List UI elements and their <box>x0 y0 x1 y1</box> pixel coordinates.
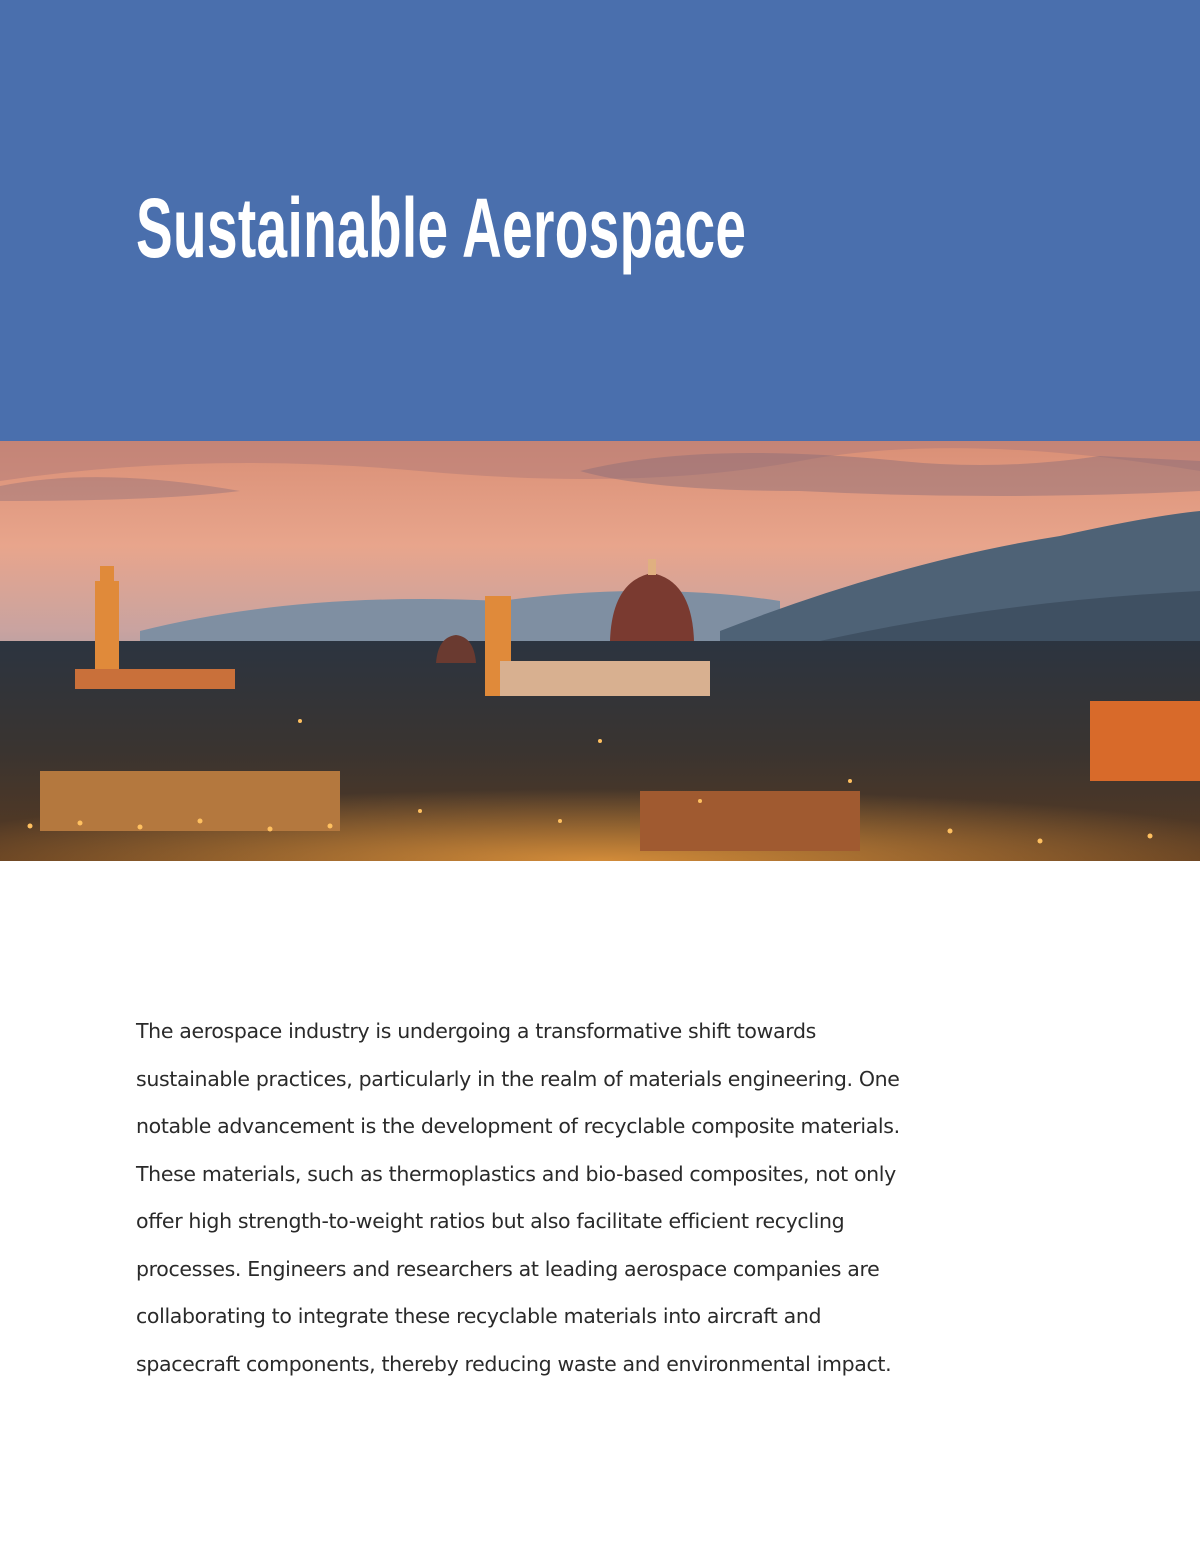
paragraph-line: notable advancement is the development of recyclable composite materials. <box>136 1114 900 1138</box>
paragraph-line: sustainable practices, particularly in the realm of materials engineering. One <box>136 1066 900 1091</box>
hero-image <box>0 441 1200 861</box>
page-title: Sustainable Aerospace <box>136 181 747 275</box>
paragraph-line: The aerospace industry is undergoing a transformative shift towards <box>136 1019 816 1043</box>
body-paragraph <box>136 1008 1076 1388</box>
paragraph-line: offer high strength-to-weight ratios but also facilitate efficient recycling <box>136 1209 845 1233</box>
city-skyline-photo-icon <box>0 441 1200 861</box>
header-banner <box>0 0 1200 441</box>
paragraph-line: spacecraft components, thereby reducing waste and environmental impact. <box>136 1351 892 1376</box>
paragraph-line: processes. Engineers and researchers at leading aerospace companies are <box>136 1256 880 1281</box>
paragraph-line: collaborating to integrate these recyclable materials into aircraft and <box>136 1304 822 1328</box>
paragraph-line: These materials, such as thermoplastics and bio-based composites, not only <box>136 1161 896 1186</box>
